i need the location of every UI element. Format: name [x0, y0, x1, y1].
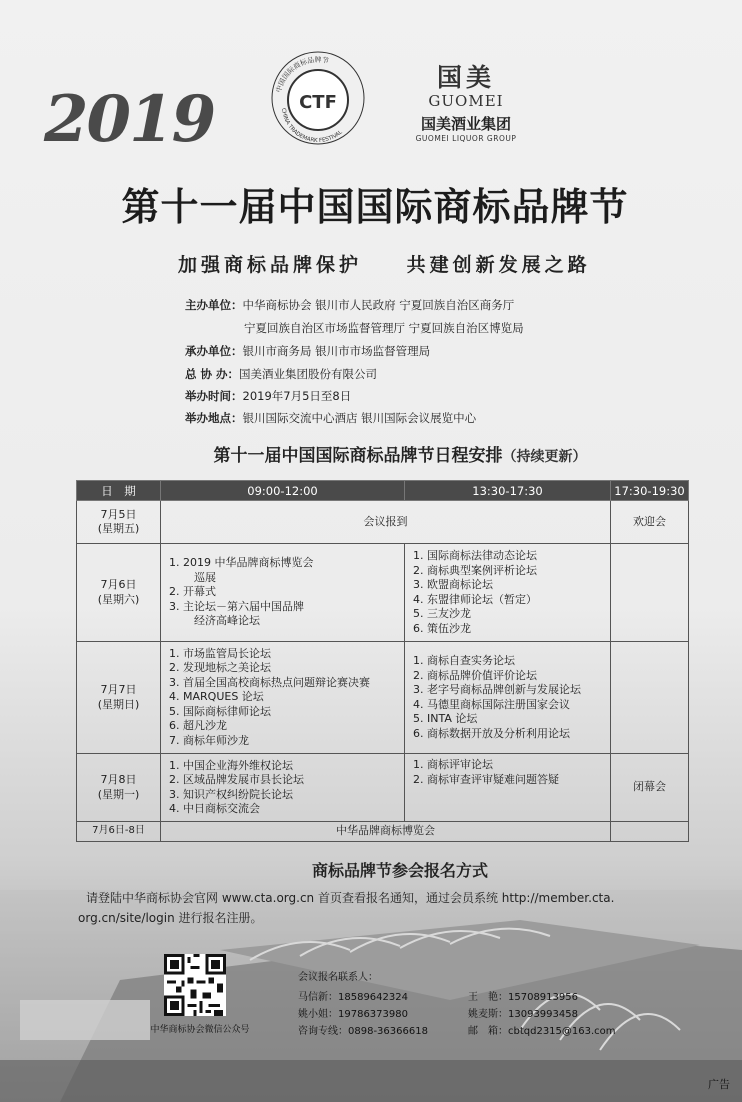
- contact-right: 王 艳：15708913956: [468, 992, 578, 1003]
- main-title: 第十一届中国国际商标品牌节: [121, 184, 629, 229]
- session-item: 1. 2019 中华品牌商标博览会 巡展: [183, 556, 398, 585]
- table-row: [77, 642, 689, 754]
- merged-cell: 中华品牌商标博览会: [161, 822, 611, 842]
- session-item: 4. 中日商标交流会: [183, 802, 398, 817]
- contact-left: 姚小姐：19786373980: [298, 1009, 408, 1020]
- session-item: 2. 商标品牌价值评价论坛: [427, 669, 604, 684]
- session-item: 6. 策伍沙龙: [427, 622, 604, 637]
- evening-cell: [611, 544, 689, 642]
- afternoon-cell: [405, 754, 611, 822]
- registration-text-line2: org.cn/site/login 进行报名注册。: [78, 911, 263, 925]
- guomei-name-cn: 国美: [436, 63, 495, 92]
- guomei-logo: [396, 58, 536, 143]
- organizer-line: [244, 320, 524, 336]
- afternoon-cell: [405, 544, 611, 642]
- evening-cell: 欢迎会: [611, 501, 689, 544]
- date-cell: 7月5日 (星期五): [77, 501, 161, 544]
- session-item: 4. MARQUES 论坛: [183, 690, 398, 705]
- session-item: 3. 欧盟商标论坛: [427, 578, 604, 593]
- contact-right: 邮 箱：cbtqd2315@163.com: [468, 1026, 616, 1037]
- organizer-label: 总 协 办：: [185, 367, 240, 381]
- guomei-group-cn: 国美酒业集团: [420, 115, 511, 133]
- year-mark: 2019: [44, 82, 215, 157]
- registration-text: [78, 888, 706, 928]
- contact-heading: 会议报名联系人：: [298, 972, 378, 983]
- schedule-title-text: 第十一届中国国际商标品牌节日程安排: [213, 446, 503, 466]
- table-row: [77, 754, 689, 822]
- session-item: 1. 商标评审论坛: [427, 758, 604, 773]
- session-item: 2. 开幕式: [183, 585, 398, 600]
- organizer-label: 承办单位：: [185, 344, 243, 358]
- schedule-table: [76, 480, 689, 842]
- slogan: [178, 250, 591, 277]
- evening-cell: [611, 822, 689, 842]
- afternoon-cell: [405, 642, 611, 754]
- organizer-value: 中华商标协会 银川市人民政府 宁夏回族自治区商务厅: [242, 298, 515, 312]
- organizer-line: [185, 366, 377, 382]
- session-item: 6. 超凡沙龙: [183, 719, 398, 734]
- table-row: [77, 501, 689, 544]
- session-item: 2. 商标审查评审疑难问题答疑: [427, 773, 604, 788]
- table-row: [77, 822, 689, 842]
- session-item: 7. 商标年师沙龙: [183, 734, 398, 749]
- date-cell: 7月6日 (星期六): [77, 544, 161, 642]
- ctf-logo: [268, 48, 368, 148]
- registration-text-line1: 请登陆中华商标协会官网 www.cta.org.cn 首页查看报名通知，通过会员系统 http://member.cta.: [86, 891, 615, 905]
- session-item: 3. 知识产权纠纷院长论坛: [183, 788, 398, 803]
- session-item: 5. 三友沙龙: [427, 607, 604, 622]
- slogan-part1: 加强商标品牌保护: [178, 254, 363, 276]
- header-morning: 09:00-12:00: [161, 481, 405, 501]
- organizer-value: 银川市商务局 银川市市场监督管理局: [242, 344, 431, 358]
- session-item: 2. 商标典型案例评析论坛: [427, 564, 604, 579]
- ctf-ring-text: 中国国际商标品牌节: [274, 55, 330, 94]
- session-item: 1. 中国企业海外维权论坛: [183, 759, 398, 774]
- session-item: 4. 东盟律师论坛（暂定）: [427, 593, 604, 608]
- header-afternoon: 13:30-17:30: [405, 481, 611, 501]
- registration-title: 商标品牌节参会报名方式: [311, 861, 488, 880]
- session-item: 2. 区域品牌发展市县长论坛: [183, 773, 398, 788]
- session-item: 2. 发现地标之美论坛: [183, 661, 398, 676]
- date-cell: 7月6日-8日: [77, 822, 161, 842]
- evening-cell: [611, 642, 689, 754]
- ctf-ring-text-en: CHINA TRADEMARK FESTIVAL: [280, 107, 344, 145]
- session-item: 4. 马德里商标国际注册国家会议: [427, 698, 604, 713]
- session-item: 1. 国际商标法律动态论坛: [427, 549, 604, 564]
- header-evening: 17:30-19:30: [611, 481, 689, 501]
- guomei-name-en: GUOMEI: [428, 92, 504, 110]
- schedule-note: （持续更新）: [502, 449, 587, 465]
- session-item: 3. 主论坛－第六届中国品牌 经济高峰论坛: [183, 600, 398, 629]
- organizer-value: 2019年7月5日至8日: [242, 389, 352, 403]
- merged-cell: 会议报到: [161, 501, 611, 544]
- evening-cell: 闭幕会: [611, 754, 689, 822]
- ctf-letters: CTF: [299, 92, 337, 113]
- session-item: 1. 商标自查实务论坛: [427, 654, 604, 669]
- contact-left: 马信新：18589642324: [298, 992, 408, 1003]
- organizer-line: [185, 388, 351, 404]
- morning-cell: [161, 544, 405, 642]
- session-item: 5. 国际商标律师论坛: [183, 705, 398, 720]
- date-cell: 7月7日 (星期日): [77, 642, 161, 754]
- session-item: 5. INTA 论坛: [427, 712, 604, 727]
- organizer-label: 举办地点：: [185, 411, 243, 425]
- organizer-value: 国美酒业集团股份有限公司: [239, 367, 378, 381]
- organizer-line: [185, 410, 476, 426]
- schedule-header-row: [77, 481, 689, 501]
- morning-cell: [161, 754, 405, 822]
- qr-caption: 中华商标协会微信公众号: [150, 1025, 250, 1035]
- session-item: 3. 首届全国高校商标热点问题辩论赛决赛: [183, 676, 398, 691]
- contact-left: 咨询专线：0898-36366618: [298, 1026, 428, 1037]
- ad-label: 广告: [708, 1078, 730, 1091]
- organizer-label: 主办单位：: [185, 298, 243, 312]
- organizer-line: [185, 343, 430, 359]
- organizer-value: 银川国际交流中心酒店 银川国际会议展览中心: [242, 411, 477, 425]
- date-cell: 7月8日 (星期一): [77, 754, 161, 822]
- organizer-line: [185, 297, 514, 313]
- header-date: 日 期: [77, 481, 161, 501]
- session-item: 6. 商标数据开放及分析利用论坛: [427, 727, 604, 742]
- session-item: 3. 老字号商标品牌创新与发展论坛: [427, 683, 604, 698]
- morning-cell: [161, 642, 405, 754]
- qr-code: [164, 954, 226, 1016]
- contact-right: 姚麦斯：13093993458: [468, 1009, 578, 1020]
- session-item: 1. 市场监管局长论坛: [183, 647, 398, 662]
- table-row: [77, 544, 689, 642]
- schedule-title: [150, 441, 650, 466]
- organizer-label: 举办时间：: [185, 389, 243, 403]
- organizer-value: 宁夏回族自治区市场监督管理厅 宁夏回族自治区博览局: [244, 321, 524, 335]
- guomei-group-en: GUOMEI LIQUOR GROUP: [415, 134, 517, 143]
- slogan-part2: 共建创新发展之路: [406, 254, 591, 276]
